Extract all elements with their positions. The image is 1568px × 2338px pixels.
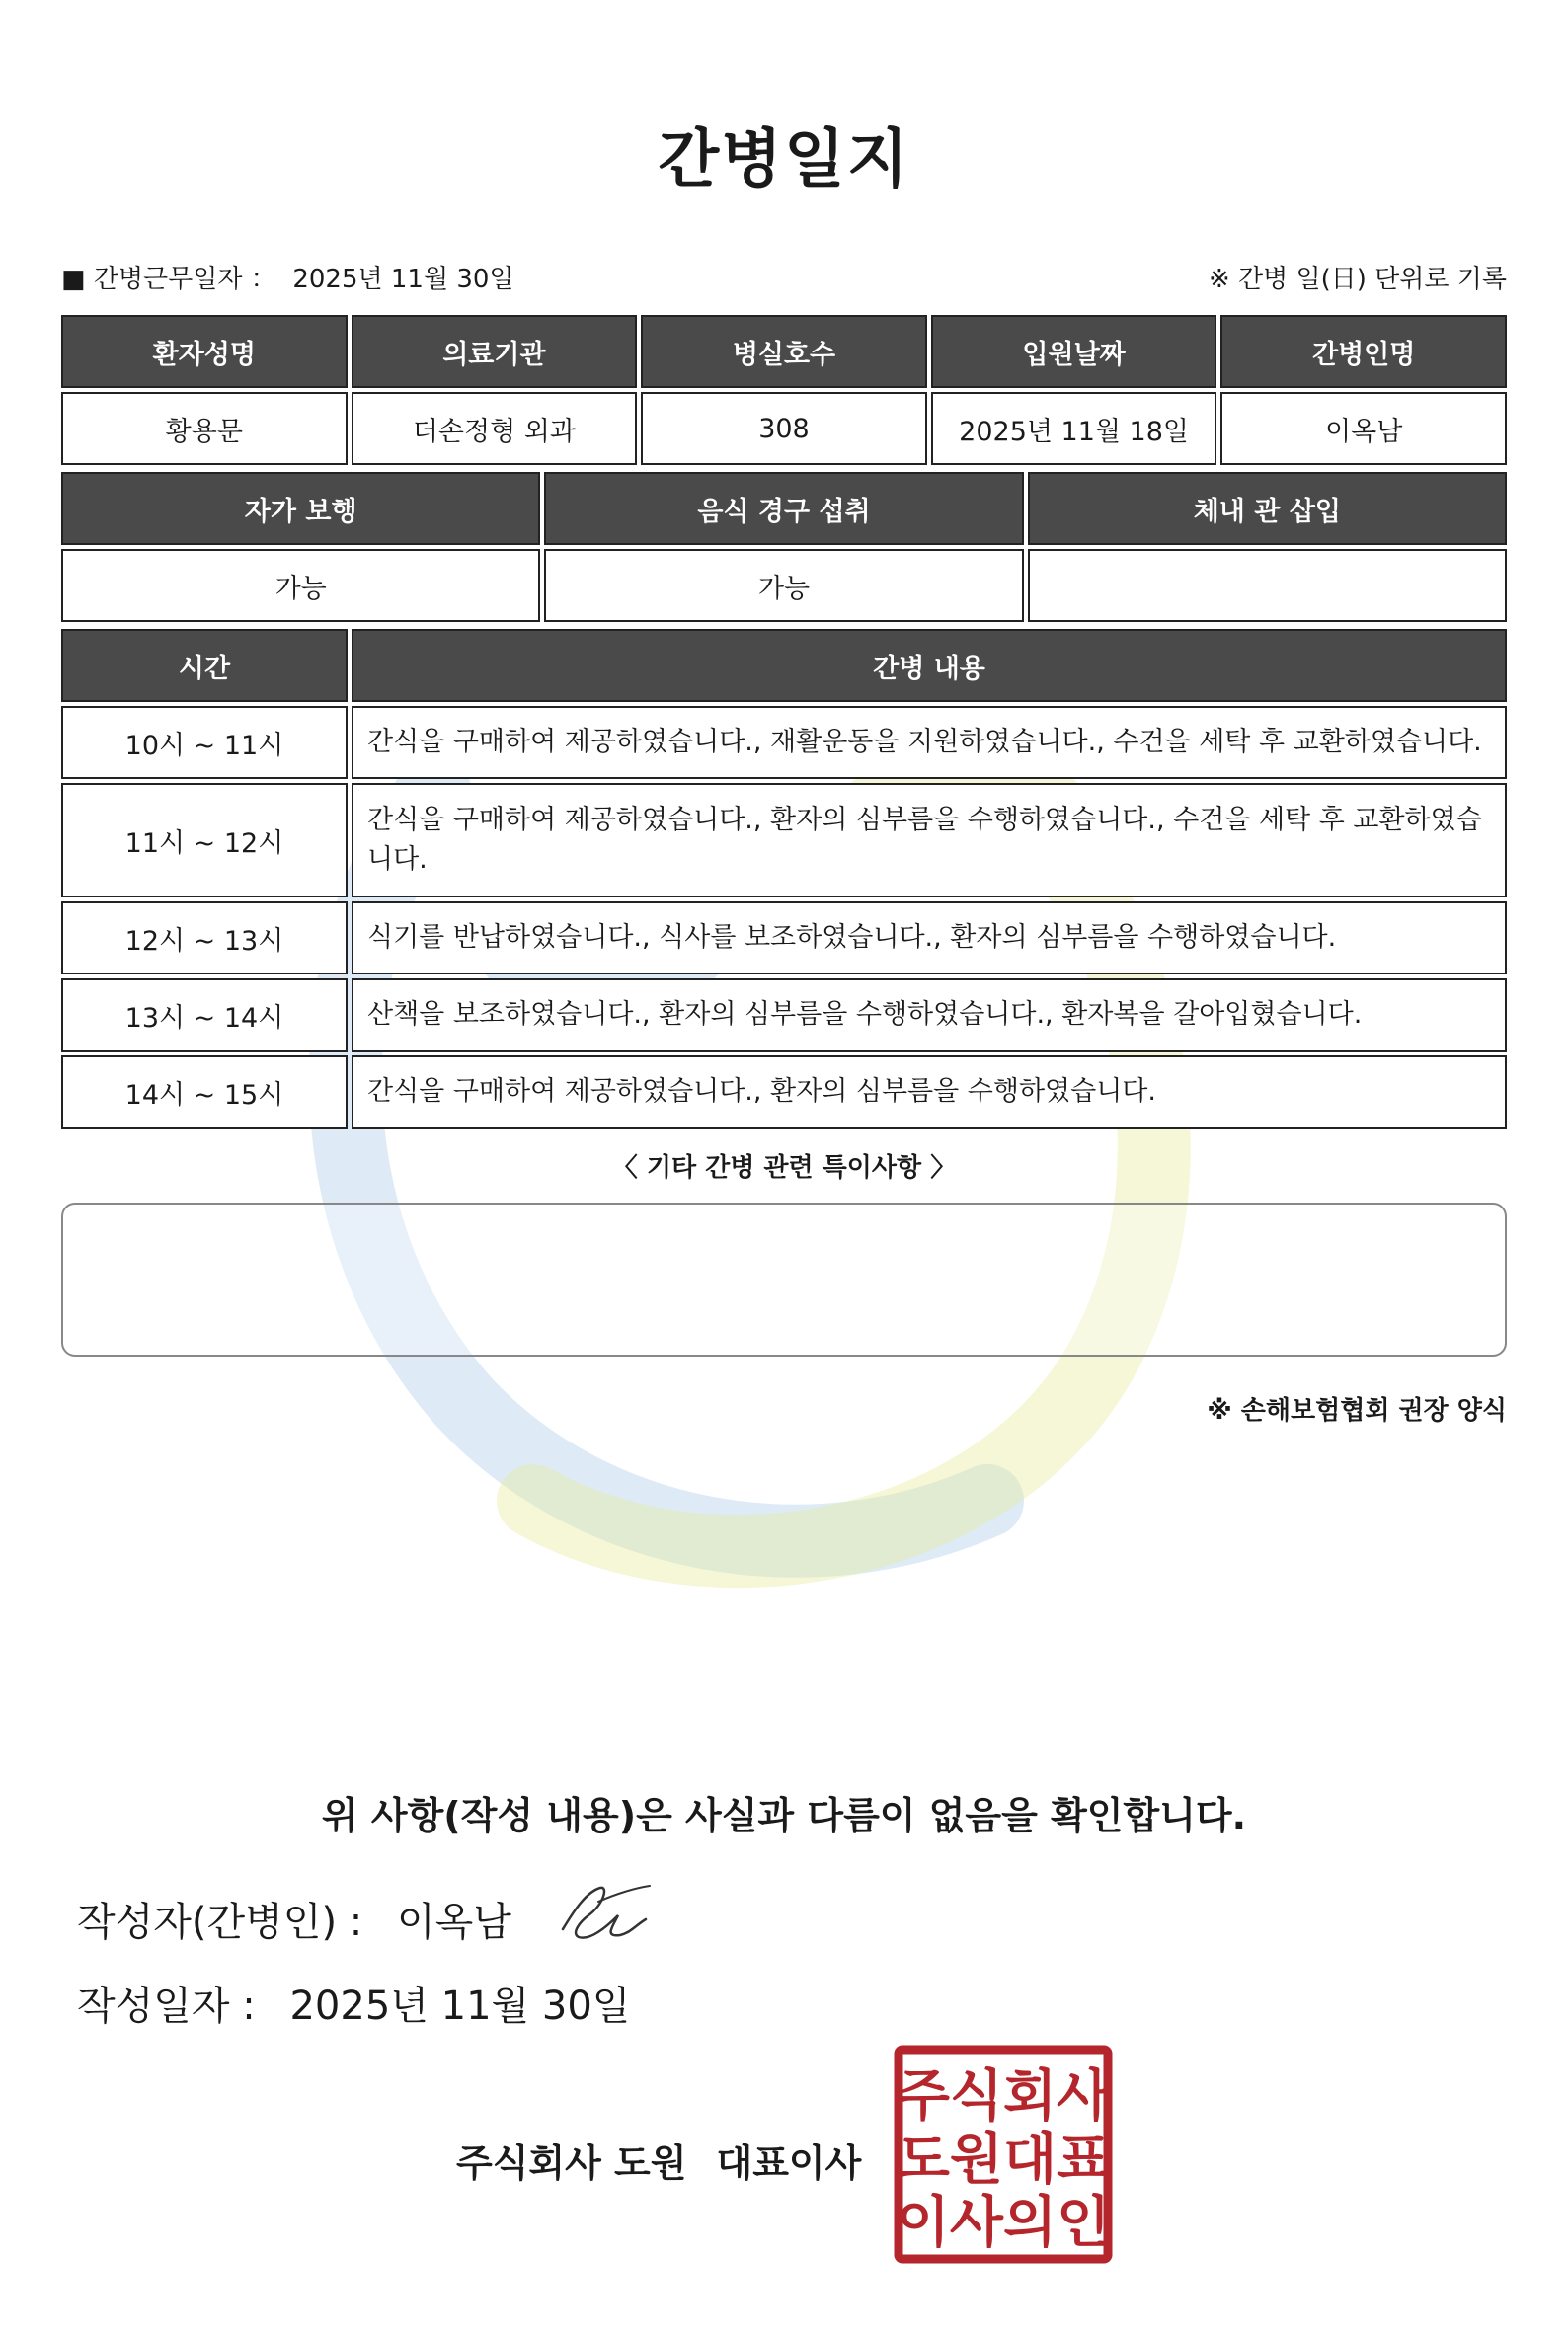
room-number: 308 [641,392,927,465]
meta-row [61,259,1507,298]
company-signature-line [456,2133,861,2187]
content-cell: 식기를 반납하였습니다., 식사를 보조하였습니다., 환자의 심부름을 수행하였습니다. [352,901,1507,974]
confirmation-statement: 위 사항(작성 내용)은 사실과 다름이 없음을 확인합니다. [321,1794,1247,1837]
written-date-value: 2025년 11월 30일 [289,1984,631,2029]
header-care-content: 간병 내용 [352,629,1507,702]
header-caregiver-name: 간병인명 [1220,315,1507,388]
company-seal-stamp [893,2044,1114,2265]
time-cell: 13시 ~ 14시 [61,978,348,1052]
company-name: 주식회사 도원 [456,2142,687,2185]
admission-date: 2025년 11월 18일 [931,392,1217,465]
header-patient-name: 환자성명 [61,315,348,388]
etc-section-title: 〈 기타 간병 관련 특이사항 〉 [611,1153,957,1183]
header-room-number: 병실호수 [641,315,927,388]
unit-note: ※ 간병 일(日) 단위로 기록 [1208,265,1507,294]
writer-name: 이옥남 [396,1900,511,1945]
patient-info-value-row [61,392,1507,465]
patient-status-value-row [61,549,1507,622]
written-date-label: 작성일자 : [77,1984,256,2029]
header-oral-intake: 음식 경구 섭취 [544,472,1023,545]
etc-notes-box [61,1203,1507,1357]
care-log-table [57,625,1511,1132]
writer-line [77,1891,511,1947]
caregiver-name: 이옥남 [1220,392,1507,465]
patient-status-table [57,468,1511,626]
content-cell: 간식을 구매하여 제공하였습니다., 재활운동을 지원하였습니다., 수건을 세탁 후 교환하였습니다. [352,706,1507,779]
header-hospital: 의료기관 [352,315,638,388]
time-cell: 12시 ~ 13시 [61,901,348,974]
seal-line-1: 주식회사 [896,2065,1111,2129]
handwritten-signature [555,1880,654,1945]
header-time: 시간 [61,629,348,702]
table-row [61,978,1507,1052]
patient-status-header-row [61,472,1507,545]
content-cell: 간식을 구매하여 제공하였습니다., 환자의 심부름을 수행하였습니다. [352,1055,1507,1129]
hospital-name: 더손정형 외과 [352,392,638,465]
oral-intake-value: 가능 [544,549,1023,622]
content-cell: 간식을 구매하여 제공하였습니다., 환자의 심부름을 수행하였습니다., 수건을 세탁 후 교환하였습니다. [352,783,1507,897]
seal-line-2: 도원대표 [896,2128,1111,2192]
time-cell: 11시 ~ 12시 [61,783,348,897]
header-self-walking: 자가 보행 [61,472,540,545]
table-row [61,783,1507,897]
document-title: 간병일지 [658,123,910,196]
table-row [61,1055,1507,1129]
table-row [61,901,1507,974]
table-row [61,706,1507,779]
self-walking-value: 가능 [61,549,540,622]
patient-name: 황용문 [61,392,348,465]
writer-label: 작성자(간병인) : [77,1900,363,1945]
work-date-value: 2025년 11월 30일 [292,265,514,294]
written-date-line [77,1975,630,2031]
tube-insertion-value [1028,549,1507,622]
seal-line-3: 이사의인 [896,2191,1111,2255]
patient-info-header-row [61,315,1507,388]
form-note: ※ 손해보험협회 권장 양식 [1207,1396,1507,1426]
content-cell: 산책을 보조하였습니다., 환자의 심부름을 수행하였습니다., 환자복을 갈아입혔습니다. [352,978,1507,1052]
time-cell: 10시 ~ 11시 [61,706,348,779]
header-tube-insertion: 체내 관 삽입 [1028,472,1507,545]
work-date-label: ■ 간병근무일자 ： [61,265,276,294]
time-cell: 14시 ~ 15시 [61,1055,348,1129]
company-title: 대표이사 [716,2142,862,2185]
care-log-header-row [61,629,1507,702]
patient-info-table [57,311,1511,469]
header-admission-date: 입원날짜 [931,315,1217,388]
work-date [61,259,514,295]
